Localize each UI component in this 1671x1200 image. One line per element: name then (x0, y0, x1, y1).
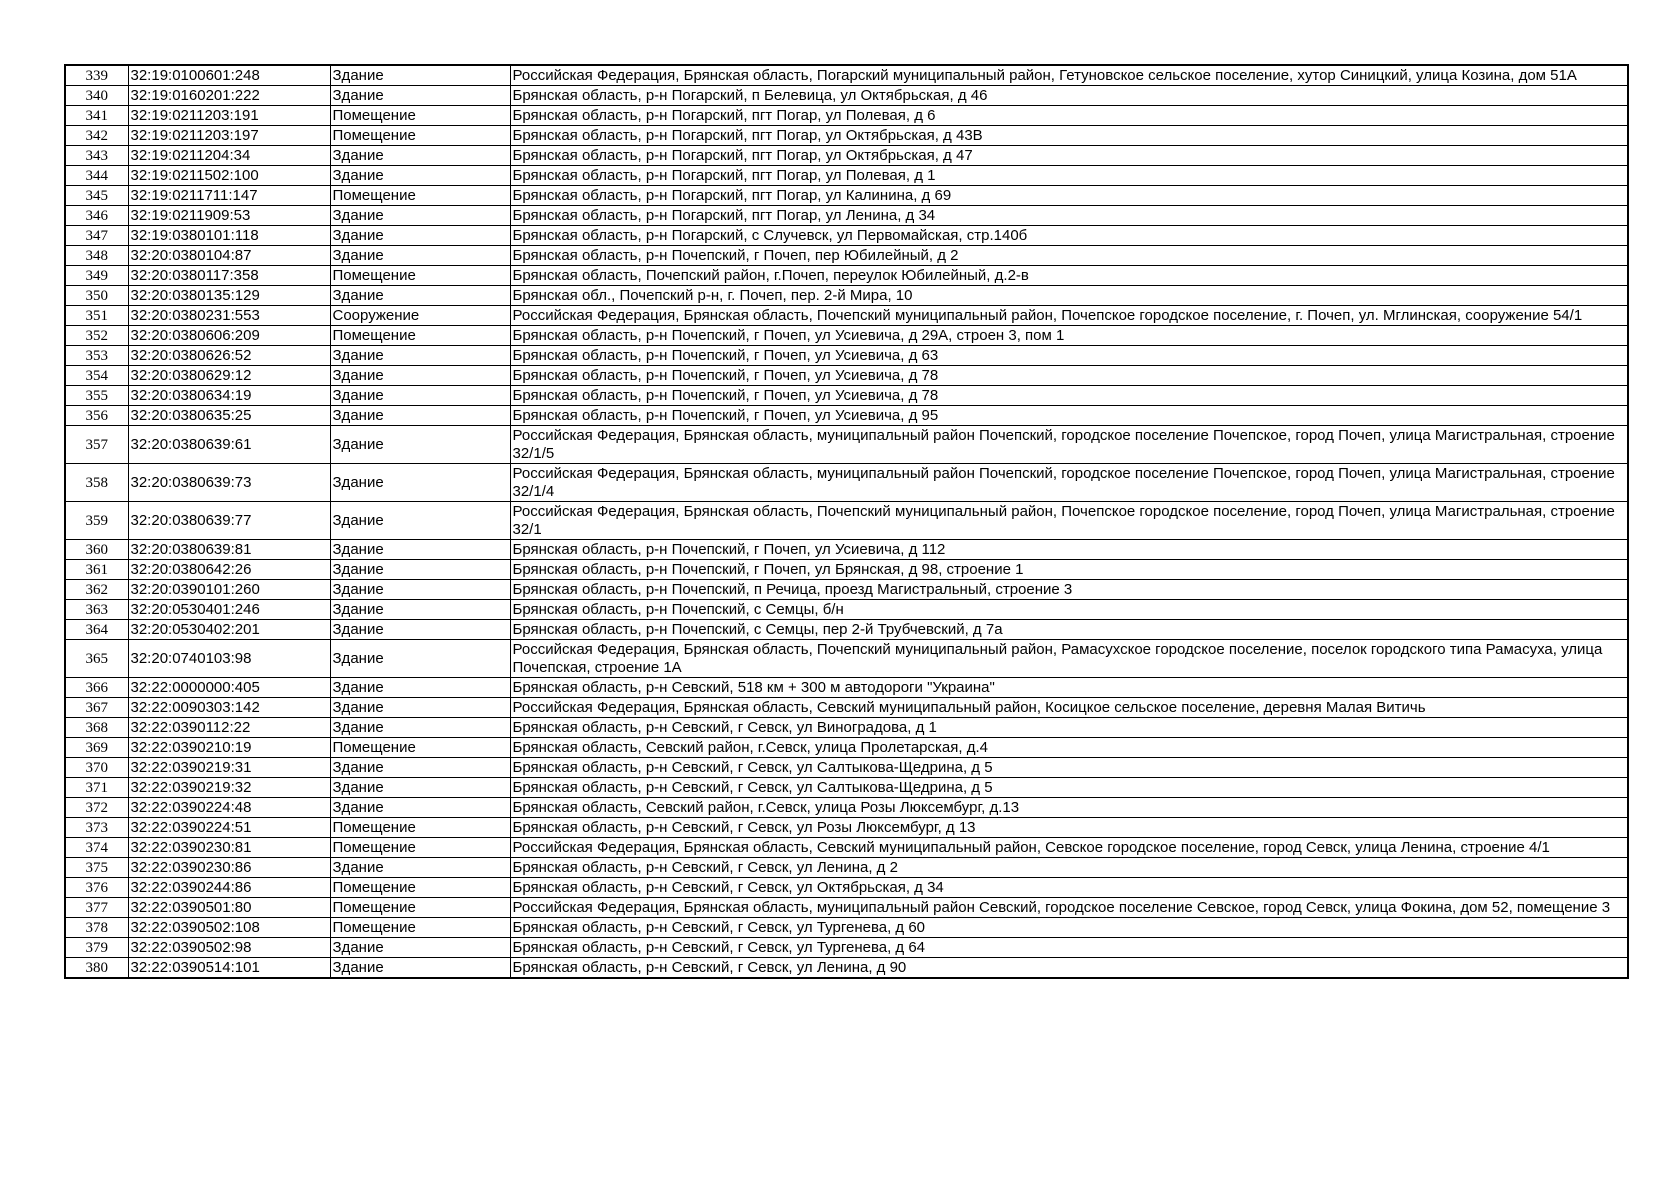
table-row (65, 698, 1628, 718)
row-number-cell: 344 (65, 166, 128, 186)
object-type-cell: Помещение (330, 898, 510, 918)
cadastral-number-cell: 32:19:0211909:53 (128, 206, 330, 226)
address-cell: Брянская область, р-н Почепский, г Почеп, ул Усиевича, д 29А, строен 3, пом 1 (510, 326, 1628, 346)
cadastral-number-cell: 32:20:0380104:87 (128, 246, 330, 266)
cadastral-number-cell: 32:22:0390219:31 (128, 758, 330, 778)
row-number-cell: 367 (65, 698, 128, 718)
cadastral-number-cell: 32:22:0390224:48 (128, 798, 330, 818)
address-cell: Брянская область, р-н Погарский, пгт Погар, ул Калинина, д 69 (510, 186, 1628, 206)
row-number-cell: 348 (65, 246, 128, 266)
table-row (65, 918, 1628, 938)
table-row (65, 560, 1628, 580)
address-cell: Российская Федерация, Брянская область, Почепский муниципальный район, Почепское городское поселение, г. Почеп, ул. Мглинская, сооружение 54/1 (510, 306, 1628, 326)
object-type-cell: Здание (330, 778, 510, 798)
row-number-cell: 372 (65, 798, 128, 818)
table-row (65, 938, 1628, 958)
object-type-cell: Здание (330, 640, 510, 678)
row-number-cell: 359 (65, 502, 128, 540)
cadastral-number-cell: 32:19:0211203:197 (128, 126, 330, 146)
object-type-cell: Здание (330, 798, 510, 818)
table-row (65, 640, 1628, 678)
row-number-cell: 373 (65, 818, 128, 838)
address-cell: Брянская область, р-н Погарский, п Белевица, ул Октябрьская, д 46 (510, 86, 1628, 106)
row-number-cell: 340 (65, 86, 128, 106)
table-row (65, 464, 1628, 502)
object-type-cell: Здание (330, 426, 510, 464)
address-cell: Брянская область, р-н Севский, г Севск, ул Розы Люксембург, д 13 (510, 818, 1628, 838)
address-cell: Брянская область, р-н Севский, г Севск, ул Виноградова, д 1 (510, 718, 1628, 738)
address-cell: Брянская область, р-н Севский, 518 км + 300 м автодороги "Украина" (510, 678, 1628, 698)
object-type-cell: Помещение (330, 818, 510, 838)
table-row (65, 858, 1628, 878)
address-cell: Российская Федерация, Брянская область, Почепский муниципальный район, Почепское городское поселение, город Почеп, улица Магистральная, строение 32/1 (510, 502, 1628, 540)
address-cell: Брянская область, р-н Севский, г Севск, ул Тургенева, д 64 (510, 938, 1628, 958)
table-row (65, 65, 1628, 86)
property-list-table (64, 64, 1629, 979)
cadastral-number-cell: 32:22:0390219:32 (128, 778, 330, 798)
row-number-cell: 360 (65, 540, 128, 560)
table-row (65, 346, 1628, 366)
cadastral-number-cell: 32:20:0380639:81 (128, 540, 330, 560)
address-cell: Брянская область, р-н Севский, г Севск, ул Ленина, д 90 (510, 958, 1628, 979)
object-type-cell: Здание (330, 698, 510, 718)
address-cell: Российская Федерация, Брянская область, муниципальный район Севский, городское поселение Севское, город Севск, улица Фокина, дом 52, помещение 3 (510, 898, 1628, 918)
row-number-cell: 376 (65, 878, 128, 898)
cadastral-number-cell: 32:19:0211502:100 (128, 166, 330, 186)
table-row (65, 406, 1628, 426)
address-cell: Брянская область, р-н Погарский, пгт Погар, ул Полевая, д 6 (510, 106, 1628, 126)
table-row (65, 326, 1628, 346)
cadastral-number-cell: 32:20:0740103:98 (128, 640, 330, 678)
address-cell: Брянская область, р-н Почепский, г Почеп, ул Усиевича, д 63 (510, 346, 1628, 366)
cadastral-number-cell: 32:20:0380626:52 (128, 346, 330, 366)
cadastral-number-cell: 32:20:0380231:553 (128, 306, 330, 326)
object-type-cell: Здание (330, 65, 510, 86)
row-number-cell: 371 (65, 778, 128, 798)
cadastral-number-cell: 32:22:0000000:405 (128, 678, 330, 698)
cadastral-number-cell: 32:20:0380117:358 (128, 266, 330, 286)
cadastral-number-cell: 32:20:0530402:201 (128, 620, 330, 640)
row-number-cell: 354 (65, 366, 128, 386)
address-cell: Российская Федерация, Брянская область, Севский муниципальный район, Косицкое сельское поселение, деревня Малая Витичь (510, 698, 1628, 718)
row-number-cell: 350 (65, 286, 128, 306)
table-row (65, 580, 1628, 600)
object-type-cell: Здание (330, 346, 510, 366)
row-number-cell: 366 (65, 678, 128, 698)
object-type-cell: Здание (330, 678, 510, 698)
object-type-cell: Здание (330, 540, 510, 560)
object-type-cell: Здание (330, 580, 510, 600)
row-number-cell: 357 (65, 426, 128, 464)
address-cell: Брянская область, р-н Почепский, г Почеп, ул Усиевича, д 78 (510, 386, 1628, 406)
row-number-cell: 380 (65, 958, 128, 979)
table-row (65, 126, 1628, 146)
cadastral-number-cell: 32:22:0390230:81 (128, 838, 330, 858)
address-cell: Брянская область, р-н Погарский, с Случевск, ул Первомайская, стр.140б (510, 226, 1628, 246)
row-number-cell: 352 (65, 326, 128, 346)
address-cell: Брянская область, р-н Севский, г Севск, ул Ленина, д 2 (510, 858, 1628, 878)
address-cell: Брянская область, р-н Почепский, г Почеп, ул Усиевича, д 78 (510, 366, 1628, 386)
object-type-cell: Здание (330, 858, 510, 878)
object-type-cell: Здание (330, 366, 510, 386)
cadastral-number-cell: 32:22:0390502:108 (128, 918, 330, 938)
table-row (65, 226, 1628, 246)
cadastral-number-cell: 32:20:0380634:19 (128, 386, 330, 406)
object-type-cell: Здание (330, 758, 510, 778)
table-row (65, 426, 1628, 464)
cadastral-number-cell: 32:22:0390244:86 (128, 878, 330, 898)
table-row (65, 958, 1628, 979)
cadastral-number-cell: 32:20:0380606:209 (128, 326, 330, 346)
row-number-cell: 362 (65, 580, 128, 600)
table-row (65, 206, 1628, 226)
row-number-cell: 375 (65, 858, 128, 878)
object-type-cell: Здание (330, 286, 510, 306)
table-row (65, 286, 1628, 306)
cadastral-number-cell: 32:19:0211711:147 (128, 186, 330, 206)
row-number-cell: 369 (65, 738, 128, 758)
object-type-cell: Здание (330, 206, 510, 226)
cadastral-number-cell: 32:22:0390501:80 (128, 898, 330, 918)
cadastral-number-cell: 32:20:0380639:77 (128, 502, 330, 540)
cadastral-number-cell: 32:19:0100601:248 (128, 65, 330, 86)
row-number-cell: 363 (65, 600, 128, 620)
address-cell: Брянская область, р-н Почепский, п Речица, проезд Магистральный, строение 3 (510, 580, 1628, 600)
address-cell: Брянская область, Севский район, г.Севск, улица Пролетарская, д.4 (510, 738, 1628, 758)
row-number-cell: 358 (65, 464, 128, 502)
address-cell: Брянская область, р-н Почепский, с Семцы, пер 2-й Трубчевский, д 7а (510, 620, 1628, 640)
row-number-cell: 349 (65, 266, 128, 286)
address-cell: Брянская область, р-н Погарский, пгт Погар, ул Ленина, д 34 (510, 206, 1628, 226)
object-type-cell: Помещение (330, 838, 510, 858)
table-row (65, 778, 1628, 798)
row-number-cell: 365 (65, 640, 128, 678)
row-number-cell: 342 (65, 126, 128, 146)
address-cell: Брянская область, р-н Севский, г Севск, ул Салтыкова-Щедрина, д 5 (510, 778, 1628, 798)
cadastral-number-cell: 32:20:0530401:246 (128, 600, 330, 620)
address-cell: Брянская область, Севский район, г.Севск, улица Розы Люксембург, д.13 (510, 798, 1628, 818)
address-cell: Брянская область, р-н Почепский, г Почеп, ул Усиевича, д 95 (510, 406, 1628, 426)
object-type-cell: Помещение (330, 326, 510, 346)
table-row (65, 186, 1628, 206)
table-row (65, 502, 1628, 540)
cadastral-number-cell: 32:20:0380629:12 (128, 366, 330, 386)
cadastral-number-cell: 32:20:0380135:129 (128, 286, 330, 306)
address-cell: Российская Федерация, Брянская область, Почепский муниципальный район, Рамасухское городское поселение, поселок городского типа Рамасуха, улица Почепская, строение 1А (510, 640, 1628, 678)
row-number-cell: 346 (65, 206, 128, 226)
address-cell: Брянская область, р-н Почепский, с Семцы, б/н (510, 600, 1628, 620)
row-number-cell: 343 (65, 146, 128, 166)
table-row (65, 386, 1628, 406)
row-number-cell: 339 (65, 65, 128, 86)
object-type-cell: Здание (330, 938, 510, 958)
address-cell: Брянская область, р-н Погарский, пгт Погар, ул Октябрьская, д 43В (510, 126, 1628, 146)
address-cell: Брянская область, р-н Почепский, г Почеп, ул Усиевича, д 112 (510, 540, 1628, 560)
cadastral-number-cell: 32:20:0380639:61 (128, 426, 330, 464)
row-number-cell: 374 (65, 838, 128, 858)
object-type-cell: Здание (330, 600, 510, 620)
row-number-cell: 351 (65, 306, 128, 326)
table-row (65, 306, 1628, 326)
cadastral-number-cell: 32:19:0211203:191 (128, 106, 330, 126)
object-type-cell: Здание (330, 146, 510, 166)
object-type-cell: Сооружение (330, 306, 510, 326)
table-row (65, 540, 1628, 560)
cadastral-number-cell: 32:22:0090303:142 (128, 698, 330, 718)
cadastral-number-cell: 32:19:0211204:34 (128, 146, 330, 166)
cadastral-number-cell: 32:19:0160201:222 (128, 86, 330, 106)
object-type-cell: Помещение (330, 126, 510, 146)
row-number-cell: 370 (65, 758, 128, 778)
cadastral-number-cell: 32:20:0390101:260 (128, 580, 330, 600)
address-cell: Брянская область, р-н Погарский, пгт Погар, ул Полевая, д 1 (510, 166, 1628, 186)
object-type-cell: Помещение (330, 266, 510, 286)
row-number-cell: 368 (65, 718, 128, 738)
address-cell: Российская Федерация, Брянская область, Погарский муниципальный район, Гетуновское сельское поселение, хутор Синицкий, улица Козина, дом 51А (510, 65, 1628, 86)
address-cell: Брянская область, р-н Почепский, г Почеп, пер Юбилейный, д 2 (510, 246, 1628, 266)
table-row (65, 738, 1628, 758)
address-cell: Брянская область, р-н Севский, г Севск, ул Тургенева, д 60 (510, 918, 1628, 938)
cadastral-number-cell: 32:22:0390210:19 (128, 738, 330, 758)
object-type-cell: Помещение (330, 918, 510, 938)
table-row (65, 86, 1628, 106)
object-type-cell: Здание (330, 718, 510, 738)
object-type-cell: Помещение (330, 106, 510, 126)
table-row (65, 678, 1628, 698)
address-cell: Брянская область, р-н Севский, г Севск, ул Октябрьская, д 34 (510, 878, 1628, 898)
row-number-cell: 341 (65, 106, 128, 126)
object-type-cell: Здание (330, 560, 510, 580)
cadastral-number-cell: 32:20:0380642:26 (128, 560, 330, 580)
object-type-cell: Здание (330, 226, 510, 246)
row-number-cell: 378 (65, 918, 128, 938)
table-row (65, 798, 1628, 818)
row-number-cell: 347 (65, 226, 128, 246)
table-row (65, 266, 1628, 286)
cadastral-number-cell: 32:22:0390230:86 (128, 858, 330, 878)
property-list-body (65, 65, 1628, 978)
table-row (65, 600, 1628, 620)
address-cell: Брянская область, р-н Севский, г Севск, ул Салтыкова-Щедрина, д 5 (510, 758, 1628, 778)
row-number-cell: 355 (65, 386, 128, 406)
address-cell: Российская Федерация, Брянская область, муниципальный район Почепский, городское поселение Почепское, город Почеп, улица Магистральная, строение 32/1/5 (510, 426, 1628, 464)
object-type-cell: Помещение (330, 738, 510, 758)
table-row (65, 620, 1628, 640)
object-type-cell: Помещение (330, 186, 510, 206)
cadastral-number-cell: 32:20:0380639:73 (128, 464, 330, 502)
row-number-cell: 353 (65, 346, 128, 366)
cadastral-number-cell: 32:20:0380635:25 (128, 406, 330, 426)
table-row (65, 758, 1628, 778)
table-row (65, 878, 1628, 898)
cadastral-number-cell: 32:22:0390224:51 (128, 818, 330, 838)
object-type-cell: Здание (330, 464, 510, 502)
table-row (65, 246, 1628, 266)
table-row (65, 838, 1628, 858)
table-row (65, 366, 1628, 386)
cadastral-number-cell: 32:19:0380101:118 (128, 226, 330, 246)
address-cell: Брянская область, Почепский район, г.Почеп, переулок Юбилейный, д.2-в (510, 266, 1628, 286)
address-cell: Брянская область, р-н Погарский, пгт Погар, ул Октябрьская, д 47 (510, 146, 1628, 166)
table-row (65, 818, 1628, 838)
object-type-cell: Здание (330, 958, 510, 979)
object-type-cell: Помещение (330, 878, 510, 898)
cadastral-number-cell: 32:22:0390514:101 (128, 958, 330, 979)
object-type-cell: Здание (330, 502, 510, 540)
table-row (65, 106, 1628, 126)
object-type-cell: Здание (330, 406, 510, 426)
address-cell: Российская Федерация, Брянская область, Севский муниципальный район, Севское городское поселение, город Севск, улица Ленина, строение 4/1 (510, 838, 1628, 858)
row-number-cell: 379 (65, 938, 128, 958)
table-row (65, 898, 1628, 918)
row-number-cell: 361 (65, 560, 128, 580)
cadastral-number-cell: 32:22:0390112:22 (128, 718, 330, 738)
row-number-cell: 345 (65, 186, 128, 206)
object-type-cell: Здание (330, 246, 510, 266)
address-cell: Брянская область, р-н Почепский, г Почеп, ул Брянская, д 98, строение 1 (510, 560, 1628, 580)
object-type-cell: Здание (330, 620, 510, 640)
object-type-cell: Здание (330, 86, 510, 106)
row-number-cell: 364 (65, 620, 128, 640)
table-row (65, 718, 1628, 738)
object-type-cell: Здание (330, 386, 510, 406)
row-number-cell: 356 (65, 406, 128, 426)
cadastral-number-cell: 32:22:0390502:98 (128, 938, 330, 958)
row-number-cell: 377 (65, 898, 128, 918)
table-row (65, 146, 1628, 166)
address-cell: Российская Федерация, Брянская область, муниципальный район Почепский, городское поселение Почепское, город Почеп, улица Магистральная, строение 32/1/4 (510, 464, 1628, 502)
object-type-cell: Здание (330, 166, 510, 186)
table-row (65, 166, 1628, 186)
address-cell: Брянская обл., Почепский р-н, г. Почеп, пер. 2-й Мира, 10 (510, 286, 1628, 306)
